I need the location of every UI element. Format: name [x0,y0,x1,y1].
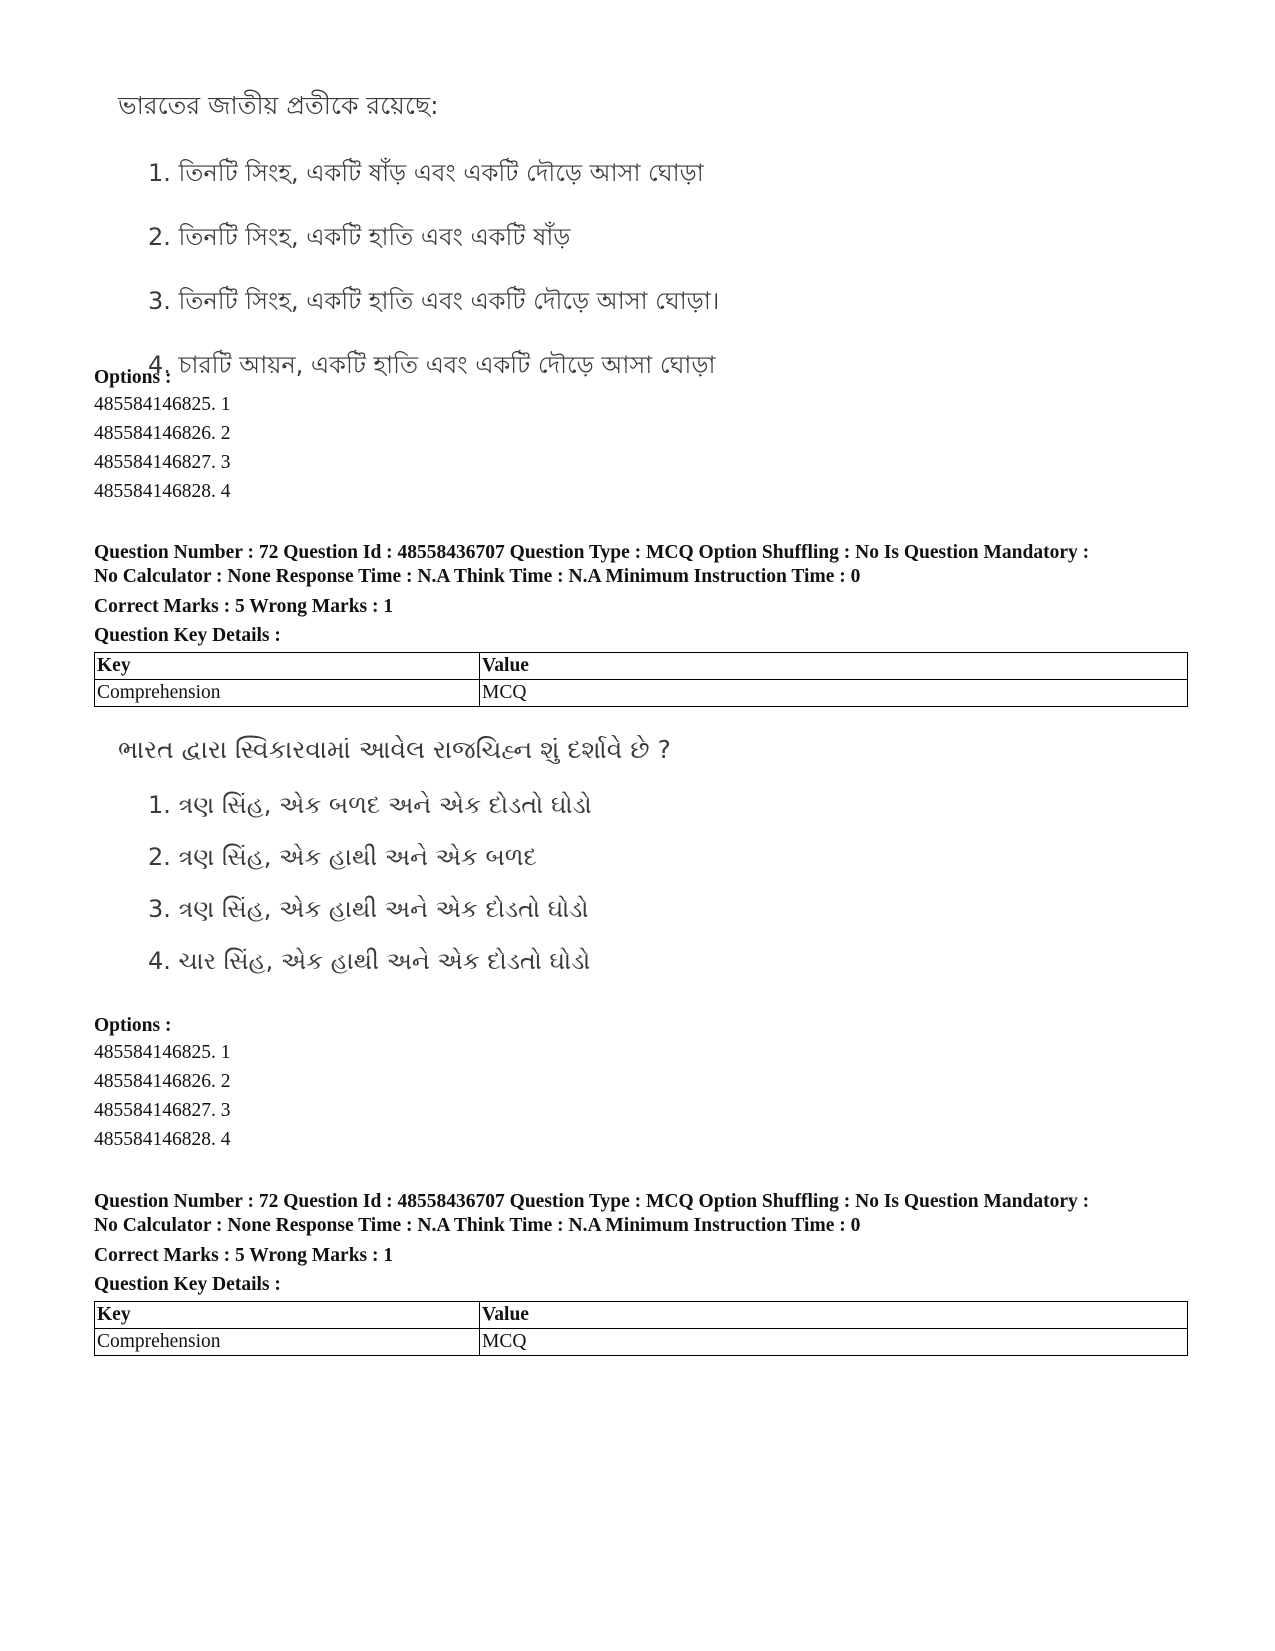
option-item: 485584146826. 2 [94,1071,231,1092]
table-header-cell: Value [480,1302,1188,1329]
table-cell: MCQ [480,1329,1188,1356]
option-item: 485584146828. 4 [94,1129,231,1150]
question-meta-line: No Calculator : None Response Time : N.A Think Time : N.A Minimum Instruction Time : 0 [94,566,861,587]
question-choice: 1. তিনটি সিংহ, একটি ষাঁড় এবং একটি দৌড়ে আসা ঘোড়া [148,159,704,187]
question-choice: 1. ત્રણ સિંહ, એક બળદ અને એક દોડતો ઘોડો [148,791,592,819]
question-choice: 3. তিনটি সিংহ, একটি হাতি এবং একটি দৌড়ে আসা ঘোড়া। [148,287,720,315]
options-label: Options : [94,1015,172,1036]
option-item: 485584146827. 3 [94,452,231,473]
option-item: 485584146826. 2 [94,423,231,444]
question-choice: 4. ચાર સિંહ, એક હાથી અને એક દોડતો ઘોડો [148,947,591,975]
question-choice: 2. ત્રણ સિંહ, એક હાથી અને એક બળદ [148,843,537,871]
gujarati-question-image [110,735,810,999]
table-cell: Comprehension [95,1329,480,1356]
table-header-cell: Key [95,1302,480,1329]
options-label: Options : [94,367,172,388]
question-choice: 4. চারটি আয়ন, একটি হাতি এবং একটি দৌড়ে আসা ঘোড়া [148,351,716,379]
table-cell: Comprehension [95,680,480,707]
table-header-row [95,1302,1188,1329]
question-meta-line: Question Number : 72 Question Id : 48558436707 Question Type : MCQ Option Shuffling : No Is Question Mandatory : [94,1191,1090,1212]
options-section [94,1014,1194,1154]
table-header-cell: Value [480,653,1188,680]
option-item: 485584146827. 3 [94,1100,231,1121]
marks-line: Correct Marks : 5 Wrong Marks : 1 [94,1245,394,1266]
table-row [95,1329,1188,1356]
question-meta-section [94,541,1194,707]
question-stem: ভারতের জাতীয় প্রতীকে রয়েছে: [118,91,439,120]
question-choice: 3. ત્રણ સિંહ, એક હાથી અને એક દોડતો ઘોડો [148,895,589,923]
bengali-question-image [110,86,810,411]
question-meta-line: Question Number : 72 Question Id : 48558436707 Question Type : MCQ Option Shuffling : No Is Question Mandatory : [94,542,1090,563]
marks-line: Correct Marks : 5 Wrong Marks : 1 [94,596,394,617]
option-item: 485584146828. 4 [94,481,231,502]
question-meta-section [94,1190,1194,1356]
key-details-table [94,1301,1188,1356]
table-row [95,680,1188,707]
table-header-row [95,653,1188,680]
option-item: 485584146825. 1 [94,394,231,415]
options-section [94,366,1194,506]
key-details-table [94,652,1188,707]
table-cell: MCQ [480,680,1188,707]
option-item: 485584146825. 1 [94,1042,231,1063]
question-stem: ભારત દ્વારા સ્વિકારવામાં આવેલ રાજચિહ્ન શું દર્શાવે છે ? [118,735,671,764]
key-details-label: Question Key Details : [94,625,281,646]
table-header-cell: Key [95,653,480,680]
key-details-label: Question Key Details : [94,1274,281,1295]
question-choice: 2. তিনটি সিংহ, একটি হাতি এবং একটি ষাঁড় [148,223,571,251]
question-meta-line: No Calculator : None Response Time : N.A Think Time : N.A Minimum Instruction Time : 0 [94,1215,861,1236]
